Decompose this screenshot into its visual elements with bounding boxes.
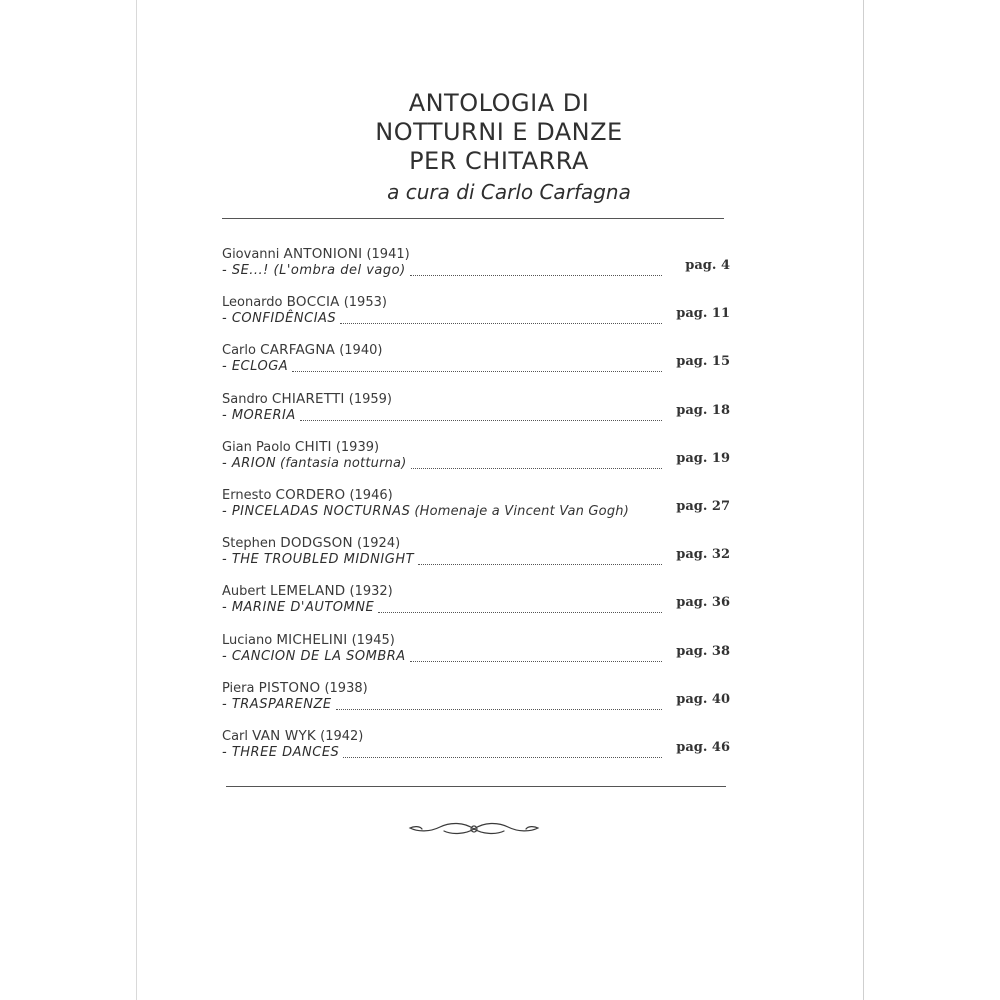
- page-number: pag. 4: [685, 258, 730, 273]
- scroll-flourish-ornament-icon: [404, 816, 544, 842]
- top-divider: [222, 218, 724, 219]
- dot-leader: [410, 661, 662, 662]
- composer-first-name: Carl: [222, 728, 248, 744]
- composer-year: (1932): [349, 584, 393, 600]
- page-number: pag. 46: [676, 739, 730, 755]
- composer-first-name: Luciano: [222, 632, 273, 648]
- page-number: pag. 19: [676, 450, 730, 466]
- dot-leader: [411, 468, 663, 469]
- work-title: - ARION: [222, 455, 277, 471]
- composer-surname: MICHELINI: [276, 631, 348, 648]
- composer-first-name: Stephen: [222, 536, 277, 552]
- composer-year: (1945): [351, 632, 395, 648]
- work-line: [222, 504, 662, 520]
- editor-name: Carlo Carfagna: [480, 180, 631, 204]
- toc-entry: [222, 535, 730, 583]
- composer-surname: VAN WYK: [252, 727, 316, 744]
- composer-surname: ANTONIONI: [283, 246, 363, 262]
- page-number: pag. 36: [676, 595, 730, 611]
- work-line: [222, 311, 662, 327]
- work-line: [222, 649, 662, 665]
- work-title: - THREE DANCES: [222, 744, 340, 760]
- work-title: - ECLOGA: [222, 359, 289, 375]
- composer-surname: CHIARETTI: [271, 390, 345, 407]
- composer-line: [222, 680, 368, 697]
- composer-year: (1924): [356, 536, 401, 552]
- composer-year: (1953): [343, 295, 387, 311]
- page-number: pag. 32: [676, 547, 730, 563]
- composer-first-name: Ernesto: [222, 487, 272, 503]
- composer-line: [222, 487, 393, 504]
- composer-line: [222, 439, 379, 456]
- composer-line: [222, 535, 400, 552]
- composer-surname: CORDERO: [275, 486, 346, 503]
- toc-entry: [222, 294, 730, 342]
- composer-year: (1940): [339, 343, 383, 359]
- page-number: pag. 18: [676, 402, 730, 418]
- work-line: [222, 600, 662, 616]
- composer-first-name: Piera: [222, 680, 255, 696]
- book-title: [136, 89, 862, 176]
- composer-line: [222, 728, 363, 745]
- dot-leader: [378, 612, 662, 613]
- work-title: - MARINE D'AUTOMNE: [222, 600, 375, 616]
- page-number: pag. 38: [676, 643, 730, 659]
- work-title: - CANCION DE LA SOMBRA: [222, 648, 406, 664]
- toc-entry: [222, 391, 730, 439]
- dot-leader: [340, 323, 662, 324]
- toc-entry: [222, 680, 730, 728]
- toc-entry: [222, 728, 730, 776]
- work-title: - CONFIDÊNCIAS: [222, 311, 337, 327]
- dot-leader: [410, 275, 662, 276]
- composer-line: [222, 246, 410, 263]
- composer-year: (1939): [335, 439, 380, 455]
- work-line: [222, 408, 662, 424]
- dot-leader: [343, 757, 662, 758]
- title-line-2: NOTTURNI E DANZE: [375, 118, 623, 146]
- composer-surname: DODGSON: [280, 535, 353, 552]
- scan-margin-right: [864, 0, 1000, 1000]
- composer-first-name: Leonardo: [222, 295, 283, 311]
- work-title: - PINCELADAS NOCTURNAS: [222, 503, 411, 519]
- work-title: - MORERIA: [222, 407, 296, 423]
- page-number: pag. 11: [676, 306, 730, 322]
- composer-first-name: Sandro: [222, 391, 268, 407]
- work-line: [222, 552, 662, 568]
- work-title: - THE TROUBLED MIDNIGHT: [222, 552, 415, 568]
- page-number: pag. 15: [676, 354, 730, 370]
- title-line-3: PER CHITARRA: [409, 147, 589, 175]
- toc-entry: [222, 439, 730, 487]
- composer-surname: LEMELAND: [269, 583, 346, 600]
- dot-leader: [292, 371, 662, 372]
- composer-line: [222, 583, 393, 600]
- composer-year: (1941): [366, 247, 410, 262]
- composer-surname: PISTONO: [258, 679, 321, 696]
- table-of-contents: [222, 246, 730, 776]
- work-title: - SE...! (L'ombra del vago): [222, 263, 406, 278]
- work-line: [222, 263, 662, 279]
- composer-first-name: Gian Paolo: [222, 439, 291, 455]
- composer-year: (1942): [320, 728, 364, 744]
- work-line: [222, 456, 662, 472]
- composer-year: (1959): [348, 391, 392, 407]
- toc-entry: [222, 246, 730, 294]
- composer-line: [222, 294, 387, 311]
- composer-surname: CARFAGNA: [260, 342, 336, 359]
- dot-leader: [336, 709, 662, 710]
- dot-leader: [418, 564, 662, 565]
- work-subtitle: (fantasia notturna): [280, 455, 407, 471]
- work-line: [222, 745, 662, 761]
- toc-entry: [222, 632, 730, 680]
- composer-line: [222, 632, 395, 649]
- composer-line: [222, 342, 382, 359]
- work-line: [222, 359, 662, 375]
- page-number: pag. 40: [676, 691, 730, 707]
- composer-line: [222, 391, 392, 408]
- toc-entry: [222, 342, 730, 390]
- composer-surname: BOCCIA: [286, 294, 340, 311]
- dot-leader: [300, 420, 662, 421]
- toc-entry: [222, 583, 730, 631]
- title-line-1: ANTOLOGIA DI: [408, 89, 590, 117]
- page-number: pag. 27: [676, 498, 730, 514]
- editor-credit: [136, 180, 882, 204]
- composer-surname: CHITI: [294, 438, 332, 455]
- bottom-divider: [226, 786, 726, 787]
- work-line: [222, 697, 662, 713]
- scan-margin-left: [0, 0, 137, 1000]
- work-title: - TRASPARENZE: [222, 696, 332, 712]
- composer-first-name: Carlo: [222, 343, 256, 359]
- composer-year: (1946): [349, 487, 393, 503]
- composer-first-name: Giovanni: [222, 247, 280, 262]
- editor-prefix: a cura di: [387, 180, 475, 204]
- work-subtitle: (Homenaje a Vincent Van Gogh): [414, 503, 629, 519]
- composer-first-name: Aubert: [222, 584, 266, 600]
- composer-year: (1938): [324, 680, 368, 696]
- toc-entry: [222, 487, 730, 535]
